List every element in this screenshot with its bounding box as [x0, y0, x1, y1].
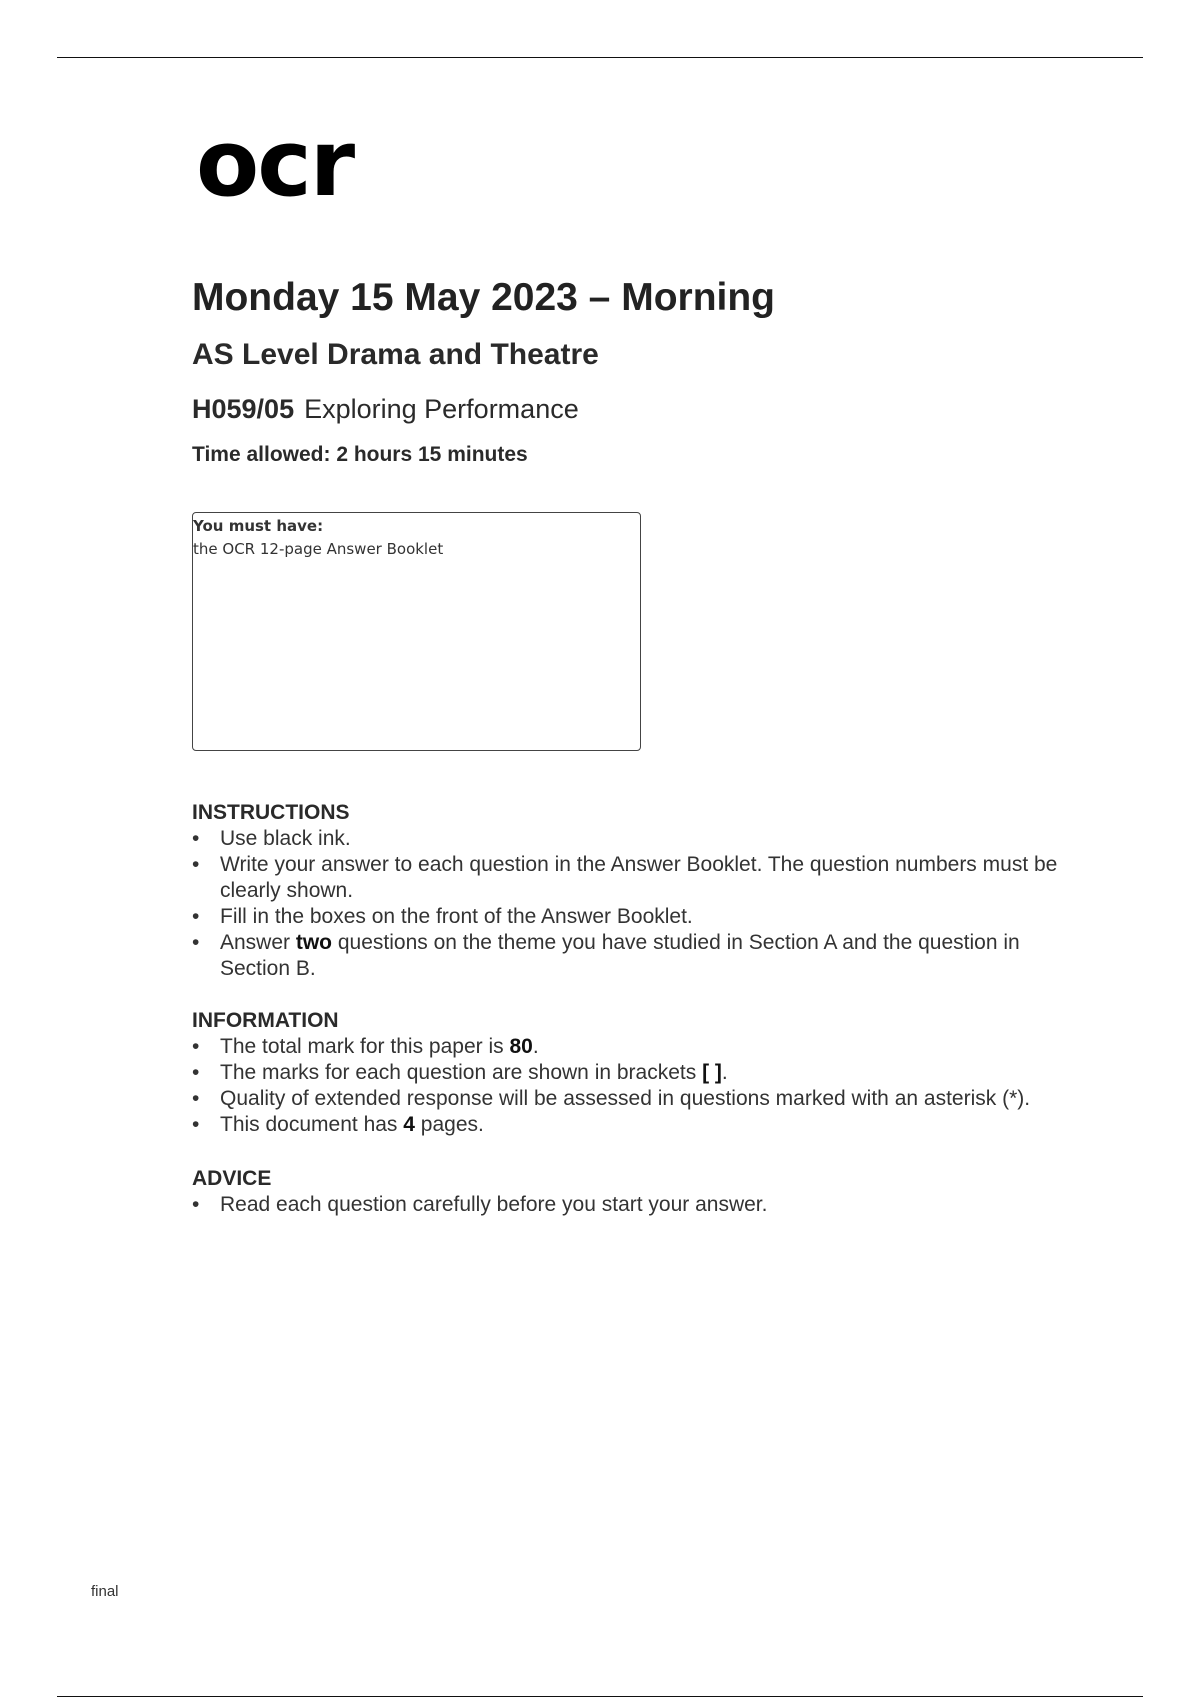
- item-text: The marks for each question are shown in brackets: [220, 1061, 703, 1084]
- instructions-item: [192, 904, 1092, 930]
- top-rule: [57, 57, 1143, 58]
- item-text: pages.: [414, 1113, 484, 1136]
- must-have-box: [192, 512, 641, 751]
- information-item: [192, 1034, 1092, 1060]
- advice-list: [192, 1192, 1092, 1218]
- item-text: Use black ink.: [220, 827, 351, 850]
- bullet-icon: •: [192, 1113, 200, 1136]
- exam-date-title: Monday 15 May 2023 – Morning: [192, 276, 776, 319]
- item-text: .: [721, 1061, 728, 1084]
- item-emphasis: 4: [403, 1113, 415, 1136]
- item-text: Write your answer to each question in the Answer Booklet. The question numbers must be clearly shown.: [220, 853, 1058, 902]
- bullet-icon: •: [192, 1193, 200, 1216]
- instructions-section: [192, 800, 1092, 982]
- bullet-icon: •: [192, 931, 200, 954]
- qualification-title: AS Level Drama and Theatre: [192, 338, 599, 371]
- bullet-icon: •: [192, 905, 200, 928]
- time-allowed: Time allowed: 2 hours 15 minutes: [192, 443, 528, 466]
- instructions-heading: INSTRUCTIONS: [192, 801, 350, 824]
- instructions-item: [192, 852, 1092, 904]
- information-item: [192, 1060, 1092, 1086]
- item-text: Fill in the boxes on the front of the Answer Booklet.: [220, 905, 693, 928]
- bullet-icon: •: [192, 827, 200, 850]
- information-item: [192, 1112, 1092, 1138]
- instructions-list: [192, 826, 1092, 982]
- bullet-icon: •: [192, 853, 200, 876]
- advice-item: [192, 1192, 1092, 1218]
- advice-section: [192, 1166, 1092, 1218]
- must-have-heading: You must have:: [193, 517, 324, 535]
- bottom-rule: [57, 1696, 1143, 1697]
- information-section: [192, 1008, 1092, 1138]
- unit-code: H059/05: [192, 394, 295, 424]
- item-emphasis: two: [295, 931, 333, 954]
- item-text: Quality of extended response will be assessed in questions marked with an asterisk (*).: [220, 1087, 1031, 1110]
- bullet-icon: •: [192, 1087, 200, 1110]
- item-text: This document has: [220, 1113, 404, 1136]
- advice-heading: ADVICE: [192, 1167, 272, 1190]
- information-item: [192, 1086, 1092, 1112]
- instructions-item: [192, 930, 1092, 982]
- ocr-logo: ocr: [196, 110, 354, 217]
- item-text: questions on the theme you have studied in Section A and the question in Section B.: [220, 931, 1020, 980]
- footer-note: final: [91, 1583, 119, 1600]
- information-list: [192, 1034, 1092, 1138]
- unit-title: Exploring Performance: [304, 394, 579, 424]
- item-emphasis: 80: [509, 1035, 533, 1058]
- instructions-item: [192, 826, 1092, 852]
- information-heading: INFORMATION: [192, 1009, 339, 1032]
- unit-line: [192, 396, 579, 423]
- item-text: .: [532, 1035, 539, 1058]
- item-text: The total mark for this paper is: [220, 1035, 510, 1058]
- must-have-item: the OCR 12-page Answer Booklet: [193, 540, 444, 558]
- bullet-icon: •: [192, 1061, 200, 1084]
- item-emphasis: [ ]: [702, 1061, 722, 1084]
- item-text: Read each question carefully before you start your answer.: [220, 1193, 768, 1216]
- item-text: Answer: [220, 931, 296, 954]
- bullet-icon: •: [192, 1035, 200, 1058]
